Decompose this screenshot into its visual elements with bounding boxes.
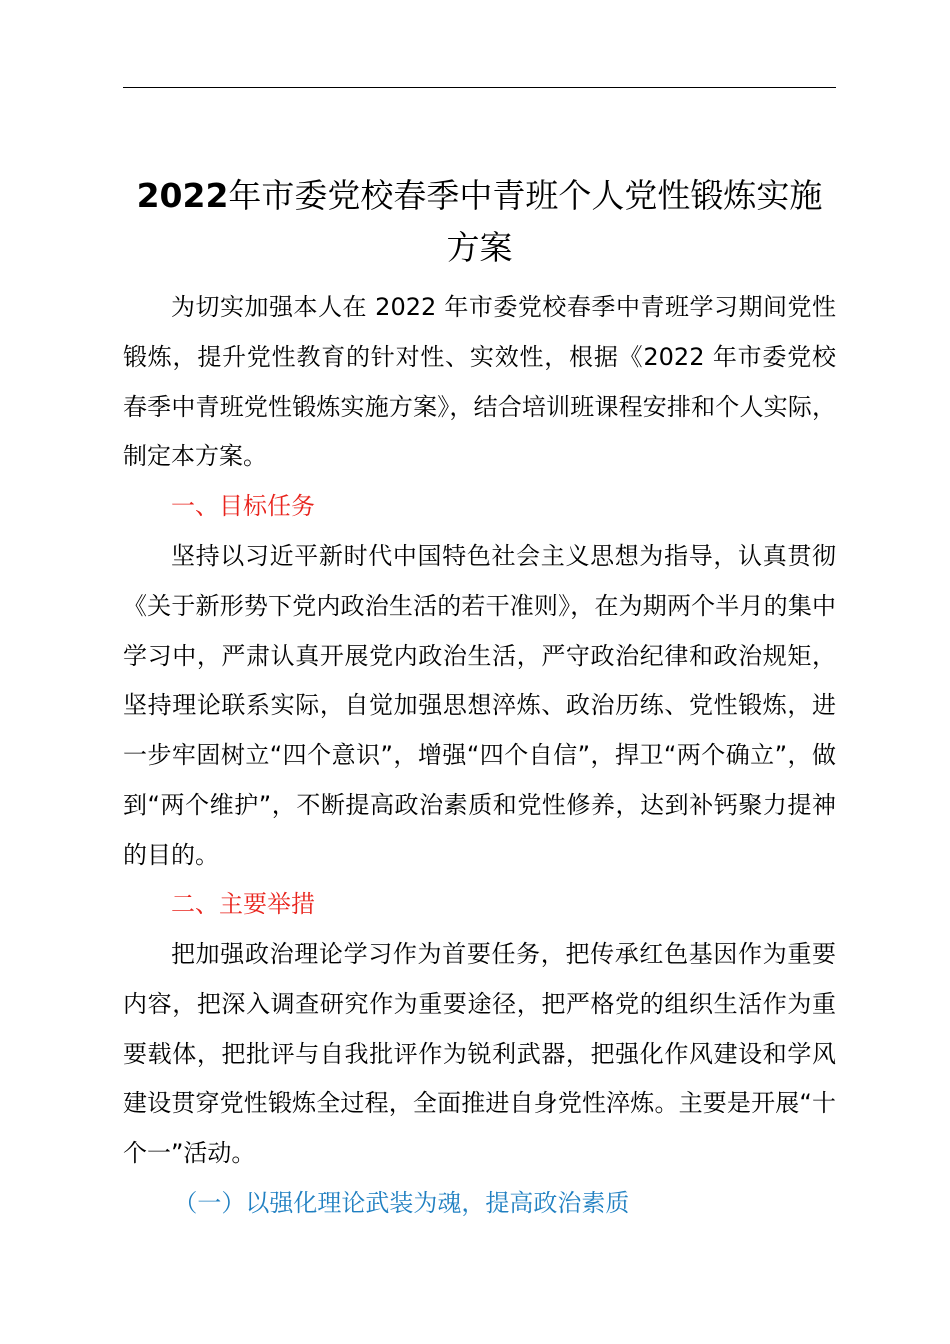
- section-heading-goals: 一、目标任务: [171, 492, 315, 520]
- measures-paragraph: 把加强政治理论学习作为首要任务，把传承红色基因作为重要内容，把深入调查研究作为重要途径，把严格党的组织生活作为重要载体，把批评与自我批评作为锐利武器，把强化作风建设和学风建设贯穿党性锻炼全过程，全面推进自身党性淬炼。主要是开展“十个一”活动。: [123, 940, 836, 1168]
- subsection-heading-theory: （一）以强化理论武装为魂，提高政治素质: [173, 1189, 630, 1217]
- intro-paragraph: 为切实加强本人在 2022 年市委党校春季中青班学习期间党性锻炼，提升党性教育的针对性、实效性，根据《2022 年市委党校春季中青班党性锻炼实施方案》，结合培训班课程安排和个人实际，制定本方案。: [123, 293, 836, 471]
- goals-paragraph: 坚持以习近平新时代中国特色社会主义思想为指导，认真贯彻《关于新形势下党内政治生活的若干准则》，在为期两个半月的集中学习中，严肃认真开展党内政治生活，严守政治纪律和政治规矩，坚持理论联系实际，自觉加强思想淬炼、政治历练、党性锻炼，进一步牢固树立“四个意识”，增强“四个自信”，捍卫“两个确立”，做到“两个维护”，不断提高政治素质和党性修养，达到补钙聚力提神的目的。: [123, 542, 836, 869]
- section-heading-measures: 二、主要举措: [171, 890, 315, 918]
- title-year: 2022: [136, 176, 229, 216]
- document-title: [123, 170, 836, 274]
- title-text: 年市委党校春季中青班个人党性锻炼实施方案: [228, 176, 823, 268]
- header-rule: [123, 87, 836, 88]
